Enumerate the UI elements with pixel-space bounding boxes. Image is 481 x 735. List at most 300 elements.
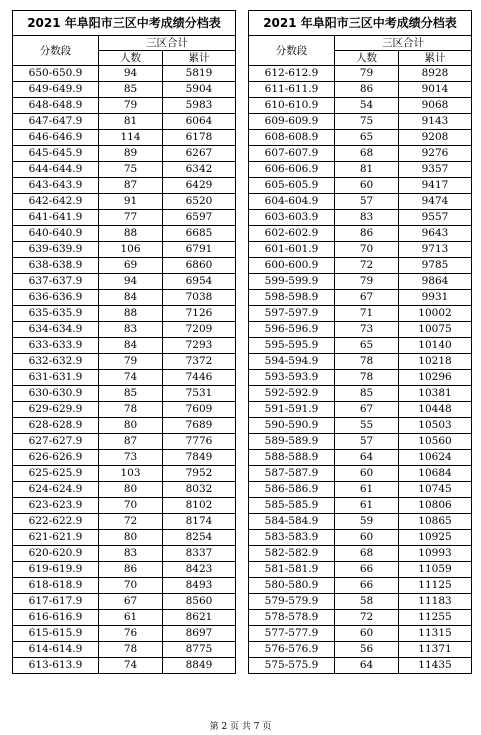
count-cell: 80 xyxy=(99,418,163,434)
cumulative-cell: 5819 xyxy=(163,66,236,82)
cumulative-cell: 6791 xyxy=(163,242,236,258)
table-row xyxy=(13,338,236,354)
count-cell: 79 xyxy=(335,274,399,290)
table-row xyxy=(249,66,472,82)
cumulative-cell: 9557 xyxy=(399,210,472,226)
score-range-cell: 645-645.9 xyxy=(13,146,99,162)
count-cell: 61 xyxy=(335,498,399,514)
score-range-cell: 647-647.9 xyxy=(13,114,99,130)
score-range-cell: 622-622.9 xyxy=(13,514,99,530)
count-cell: 87 xyxy=(99,178,163,194)
score-range-cell: 634-634.9 xyxy=(13,322,99,338)
table-row xyxy=(13,210,236,226)
count-cell: 72 xyxy=(99,514,163,530)
score-range-cell: 579-579.9 xyxy=(249,594,335,610)
score-range-cell: 588-588.9 xyxy=(249,450,335,466)
cumulative-cell: 8560 xyxy=(163,594,236,610)
table-row xyxy=(13,370,236,386)
score-range-header: 分数段 xyxy=(13,36,99,66)
count-cell: 57 xyxy=(335,434,399,450)
count-cell: 83 xyxy=(335,210,399,226)
score-range-cell: 584-584.9 xyxy=(249,514,335,530)
cumulative-cell: 9643 xyxy=(399,226,472,242)
count-cell: 85 xyxy=(99,82,163,98)
score-range-cell: 582-582.9 xyxy=(249,546,335,562)
table-row xyxy=(249,130,472,146)
cumulative-cell: 7952 xyxy=(163,466,236,482)
count-cell: 106 xyxy=(99,242,163,258)
score-range-cell: 590-590.9 xyxy=(249,418,335,434)
table-row xyxy=(13,322,236,338)
score-range-cell: 592-592.9 xyxy=(249,386,335,402)
count-cell: 78 xyxy=(99,402,163,418)
score-table-left xyxy=(12,10,236,674)
score-range-cell: 589-589.9 xyxy=(249,434,335,450)
score-range-cell: 641-641.9 xyxy=(13,210,99,226)
cumulative-cell: 10560 xyxy=(399,434,472,450)
score-range-cell: 595-595.9 xyxy=(249,338,335,354)
count-cell: 83 xyxy=(99,546,163,562)
table-row xyxy=(13,546,236,562)
cumulative-cell: 7293 xyxy=(163,338,236,354)
table-row xyxy=(13,66,236,82)
count-cell: 73 xyxy=(99,450,163,466)
cumulative-cell: 8337 xyxy=(163,546,236,562)
score-range-cell: 642-642.9 xyxy=(13,194,99,210)
count-cell: 74 xyxy=(99,370,163,386)
table-row xyxy=(249,386,472,402)
count-cell: 80 xyxy=(99,482,163,498)
cumulative-cell: 8174 xyxy=(163,514,236,530)
score-range-cell: 594-594.9 xyxy=(249,354,335,370)
count-cell: 81 xyxy=(99,114,163,130)
cumulative-cell: 10925 xyxy=(399,530,472,546)
cumulative-cell: 11315 xyxy=(399,626,472,642)
count-cell: 65 xyxy=(335,338,399,354)
cumulative-header: 累计 xyxy=(399,51,472,66)
count-cell: 86 xyxy=(99,562,163,578)
score-range-cell: 643-643.9 xyxy=(13,178,99,194)
cumulative-cell: 9068 xyxy=(399,98,472,114)
table-row xyxy=(249,114,472,130)
cumulative-cell: 9357 xyxy=(399,162,472,178)
score-range-cell: 617-617.9 xyxy=(13,594,99,610)
cumulative-cell: 9208 xyxy=(399,130,472,146)
cumulative-cell: 7609 xyxy=(163,402,236,418)
count-cell: 75 xyxy=(335,114,399,130)
count-cell: 67 xyxy=(99,594,163,610)
cumulative-cell: 11183 xyxy=(399,594,472,610)
count-cell: 85 xyxy=(99,386,163,402)
score-range-cell: 636-636.9 xyxy=(13,290,99,306)
score-range-cell: 650-650.9 xyxy=(13,66,99,82)
table-row xyxy=(13,658,236,674)
table-row xyxy=(249,482,472,498)
cumulative-cell: 9276 xyxy=(399,146,472,162)
table-row xyxy=(13,498,236,514)
table-row xyxy=(249,546,472,562)
count-cell: 67 xyxy=(335,290,399,306)
score-range-cell: 605-605.9 xyxy=(249,178,335,194)
table-row xyxy=(249,162,472,178)
cumulative-cell: 10865 xyxy=(399,514,472,530)
score-range-cell: 630-630.9 xyxy=(13,386,99,402)
count-cell: 86 xyxy=(335,226,399,242)
table-row xyxy=(13,418,236,434)
cumulative-cell: 10993 xyxy=(399,546,472,562)
count-cell: 114 xyxy=(99,130,163,146)
cumulative-cell: 11255 xyxy=(399,610,472,626)
count-cell: 78 xyxy=(335,370,399,386)
cumulative-cell: 10140 xyxy=(399,338,472,354)
cumulative-cell: 5904 xyxy=(163,82,236,98)
table-row xyxy=(249,354,472,370)
score-range-cell: 606-606.9 xyxy=(249,162,335,178)
score-range-cell: 598-598.9 xyxy=(249,290,335,306)
count-cell: 65 xyxy=(335,130,399,146)
score-table-right xyxy=(248,10,472,674)
count-cell: 70 xyxy=(335,242,399,258)
score-range-cell: 619-619.9 xyxy=(13,562,99,578)
score-range-cell: 610-610.9 xyxy=(249,98,335,114)
score-range-cell: 596-596.9 xyxy=(249,322,335,338)
count-cell: 58 xyxy=(335,594,399,610)
cumulative-cell: 9474 xyxy=(399,194,472,210)
count-cell: 83 xyxy=(99,322,163,338)
score-range-cell: 635-635.9 xyxy=(13,306,99,322)
cumulative-cell: 6267 xyxy=(163,146,236,162)
table-row xyxy=(13,178,236,194)
table-row xyxy=(13,290,236,306)
score-range-cell: 600-600.9 xyxy=(249,258,335,274)
cumulative-cell: 7372 xyxy=(163,354,236,370)
count-cell: 72 xyxy=(335,610,399,626)
cumulative-cell: 6429 xyxy=(163,178,236,194)
table-row xyxy=(249,594,472,610)
table-row xyxy=(13,82,236,98)
table-row xyxy=(249,466,472,482)
count-cell: 60 xyxy=(335,466,399,482)
cumulative-cell: 7531 xyxy=(163,386,236,402)
count-cell: 91 xyxy=(99,194,163,210)
cumulative-cell: 9417 xyxy=(399,178,472,194)
count-cell: 79 xyxy=(99,98,163,114)
count-cell: 79 xyxy=(335,66,399,82)
score-range-cell: 611-611.9 xyxy=(249,82,335,98)
table-row xyxy=(13,130,236,146)
count-header: 人数 xyxy=(335,51,399,66)
cumulative-cell: 6685 xyxy=(163,226,236,242)
score-range-cell: 587-587.9 xyxy=(249,466,335,482)
cumulative-cell: 7446 xyxy=(163,370,236,386)
score-range-cell: 637-637.9 xyxy=(13,274,99,290)
score-range-cell: 621-621.9 xyxy=(13,530,99,546)
cumulative-cell: 10002 xyxy=(399,306,472,322)
cumulative-cell: 10624 xyxy=(399,450,472,466)
score-range-cell: 625-625.9 xyxy=(13,466,99,482)
score-range-cell: 580-580.9 xyxy=(249,578,335,594)
score-range-cell: 646-646.9 xyxy=(13,130,99,146)
table-row xyxy=(249,322,472,338)
count-cell: 87 xyxy=(99,434,163,450)
cumulative-cell: 7776 xyxy=(163,434,236,450)
cumulative-cell: 8621 xyxy=(163,610,236,626)
score-range-cell: 620-620.9 xyxy=(13,546,99,562)
score-range-cell: 633-633.9 xyxy=(13,338,99,354)
cumulative-cell: 11371 xyxy=(399,642,472,658)
table-row xyxy=(249,82,472,98)
table-row xyxy=(249,242,472,258)
score-range-cell: 581-581.9 xyxy=(249,562,335,578)
score-range-cell: 585-585.9 xyxy=(249,498,335,514)
score-range-cell: 607-607.9 xyxy=(249,146,335,162)
count-cell: 60 xyxy=(335,178,399,194)
table-row xyxy=(13,626,236,642)
score-range-cell: 644-644.9 xyxy=(13,162,99,178)
score-range-cell: 640-640.9 xyxy=(13,226,99,242)
score-range-cell: 602-602.9 xyxy=(249,226,335,242)
table-row xyxy=(13,274,236,290)
score-range-cell: 576-576.9 xyxy=(249,642,335,658)
table-row xyxy=(249,498,472,514)
cumulative-cell: 11059 xyxy=(399,562,472,578)
score-range-cell: 623-623.9 xyxy=(13,498,99,514)
table-row xyxy=(249,226,472,242)
count-cell: 59 xyxy=(335,514,399,530)
table-row xyxy=(13,226,236,242)
cumulative-cell: 9785 xyxy=(399,258,472,274)
table-row xyxy=(249,178,472,194)
cumulative-cell: 10745 xyxy=(399,482,472,498)
count-cell: 85 xyxy=(335,386,399,402)
count-cell: 80 xyxy=(99,530,163,546)
score-range-cell: 639-639.9 xyxy=(13,242,99,258)
table-row xyxy=(249,402,472,418)
score-range-cell: 626-626.9 xyxy=(13,450,99,466)
count-cell: 71 xyxy=(335,306,399,322)
table-row xyxy=(13,194,236,210)
cumulative-cell: 10296 xyxy=(399,370,472,386)
count-cell: 84 xyxy=(99,290,163,306)
table-row xyxy=(249,370,472,386)
table-row xyxy=(249,290,472,306)
count-cell: 68 xyxy=(335,146,399,162)
count-cell: 61 xyxy=(99,610,163,626)
score-range-cell: 629-629.9 xyxy=(13,402,99,418)
count-cell: 55 xyxy=(335,418,399,434)
table-row xyxy=(13,642,236,658)
cumulative-cell: 7126 xyxy=(163,306,236,322)
score-range-cell: 628-628.9 xyxy=(13,418,99,434)
count-cell: 74 xyxy=(99,658,163,674)
table-row xyxy=(249,578,472,594)
score-range-cell: 614-614.9 xyxy=(13,642,99,658)
table-row xyxy=(249,98,472,114)
score-range-cell: 631-631.9 xyxy=(13,370,99,386)
table-row xyxy=(13,434,236,450)
count-cell: 64 xyxy=(335,450,399,466)
score-range-cell: 599-599.9 xyxy=(249,274,335,290)
cumulative-cell: 9014 xyxy=(399,82,472,98)
cumulative-cell: 8423 xyxy=(163,562,236,578)
score-range-cell: 597-597.9 xyxy=(249,306,335,322)
count-cell: 94 xyxy=(99,274,163,290)
table-row xyxy=(249,450,472,466)
table-row xyxy=(13,258,236,274)
cumulative-cell: 9931 xyxy=(399,290,472,306)
cumulative-cell: 10075 xyxy=(399,322,472,338)
cumulative-cell: 10381 xyxy=(399,386,472,402)
table-row xyxy=(13,514,236,530)
table-row xyxy=(249,514,472,530)
count-cell: 57 xyxy=(335,194,399,210)
score-range-cell: 618-618.9 xyxy=(13,578,99,594)
count-cell: 94 xyxy=(99,66,163,82)
score-range-cell: 608-608.9 xyxy=(249,130,335,146)
cumulative-cell: 8775 xyxy=(163,642,236,658)
count-cell: 68 xyxy=(335,546,399,562)
score-range-cell: 627-627.9 xyxy=(13,434,99,450)
count-cell: 70 xyxy=(99,578,163,594)
table-row xyxy=(13,450,236,466)
score-range-cell: 609-609.9 xyxy=(249,114,335,130)
table-row xyxy=(13,530,236,546)
count-cell: 67 xyxy=(335,402,399,418)
count-cell: 78 xyxy=(99,642,163,658)
cumulative-cell: 6954 xyxy=(163,274,236,290)
cumulative-cell: 10448 xyxy=(399,402,472,418)
cumulative-cell: 10218 xyxy=(399,354,472,370)
table-row xyxy=(13,146,236,162)
cumulative-header: 累计 xyxy=(163,51,236,66)
table-row xyxy=(13,482,236,498)
cumulative-cell: 11435 xyxy=(399,658,472,674)
count-cell: 79 xyxy=(99,354,163,370)
count-cell: 66 xyxy=(335,578,399,594)
cumulative-cell: 6064 xyxy=(163,114,236,130)
score-range-cell: 604-604.9 xyxy=(249,194,335,210)
table-row xyxy=(249,210,472,226)
cumulative-cell: 10503 xyxy=(399,418,472,434)
cumulative-cell: 7849 xyxy=(163,450,236,466)
count-cell: 73 xyxy=(335,322,399,338)
table-row xyxy=(13,306,236,322)
count-cell: 72 xyxy=(335,258,399,274)
table-row xyxy=(13,114,236,130)
table-row xyxy=(249,146,472,162)
score-range-cell: 638-638.9 xyxy=(13,258,99,274)
cumulative-cell: 6342 xyxy=(163,162,236,178)
cumulative-cell: 6178 xyxy=(163,130,236,146)
table-row xyxy=(13,578,236,594)
count-cell: 60 xyxy=(335,626,399,642)
count-header: 人数 xyxy=(99,51,163,66)
count-cell: 66 xyxy=(335,562,399,578)
score-range-cell: 586-586.9 xyxy=(249,482,335,498)
count-cell: 84 xyxy=(99,338,163,354)
table-row xyxy=(249,658,472,674)
table-row xyxy=(13,562,236,578)
cumulative-cell: 6860 xyxy=(163,258,236,274)
count-cell: 103 xyxy=(99,466,163,482)
cumulative-cell: 9143 xyxy=(399,114,472,130)
table-row xyxy=(13,354,236,370)
page-footer: 第 2 页 共 7 页 xyxy=(209,722,272,732)
score-range-cell: 593-593.9 xyxy=(249,370,335,386)
table-title: 2021 年阜阳市三区中考成绩分档表 xyxy=(13,11,236,36)
group-header: 三区合计 xyxy=(99,36,236,51)
count-cell: 76 xyxy=(99,626,163,642)
count-cell: 78 xyxy=(335,354,399,370)
table-row xyxy=(249,258,472,274)
score-range-cell: 591-591.9 xyxy=(249,402,335,418)
score-range-cell: 648-648.9 xyxy=(13,98,99,114)
score-range-cell: 613-613.9 xyxy=(13,658,99,674)
score-range-cell: 601-601.9 xyxy=(249,242,335,258)
score-range-cell: 575-575.9 xyxy=(249,658,335,674)
score-range-cell: 577-577.9 xyxy=(249,626,335,642)
table-row xyxy=(13,98,236,114)
group-header: 三区合计 xyxy=(335,36,472,51)
cumulative-cell: 9864 xyxy=(399,274,472,290)
score-range-cell: 624-624.9 xyxy=(13,482,99,498)
count-cell: 69 xyxy=(99,258,163,274)
table-row xyxy=(249,418,472,434)
count-cell: 77 xyxy=(99,210,163,226)
table-row xyxy=(13,162,236,178)
cumulative-cell: 9713 xyxy=(399,242,472,258)
score-range-cell: 615-615.9 xyxy=(13,626,99,642)
count-cell: 89 xyxy=(99,146,163,162)
table-row xyxy=(249,562,472,578)
cumulative-cell: 6520 xyxy=(163,194,236,210)
count-cell: 88 xyxy=(99,226,163,242)
score-range-cell: 583-583.9 xyxy=(249,530,335,546)
cumulative-cell: 10684 xyxy=(399,466,472,482)
table-row xyxy=(249,642,472,658)
table-row xyxy=(13,242,236,258)
score-range-header: 分数段 xyxy=(249,36,335,66)
count-cell: 70 xyxy=(99,498,163,514)
count-cell: 81 xyxy=(335,162,399,178)
count-cell: 64 xyxy=(335,658,399,674)
cumulative-cell: 6597 xyxy=(163,210,236,226)
table-row xyxy=(249,274,472,290)
cumulative-cell: 8697 xyxy=(163,626,236,642)
count-cell: 56 xyxy=(335,642,399,658)
count-cell: 61 xyxy=(335,482,399,498)
table-row xyxy=(13,466,236,482)
score-range-cell: 603-603.9 xyxy=(249,210,335,226)
score-range-cell: 632-632.9 xyxy=(13,354,99,370)
table-row xyxy=(13,594,236,610)
cumulative-cell: 10806 xyxy=(399,498,472,514)
table-row xyxy=(13,386,236,402)
score-range-cell: 616-616.9 xyxy=(13,610,99,626)
table-row xyxy=(249,338,472,354)
table-row xyxy=(249,434,472,450)
count-cell: 54 xyxy=(335,98,399,114)
table-row xyxy=(13,402,236,418)
cumulative-cell: 11125 xyxy=(399,578,472,594)
cumulative-cell: 8254 xyxy=(163,530,236,546)
cumulative-cell: 5983 xyxy=(163,98,236,114)
table-title: 2021 年阜阳市三区中考成绩分档表 xyxy=(249,11,472,36)
cumulative-cell: 7038 xyxy=(163,290,236,306)
table-row xyxy=(249,194,472,210)
table-row xyxy=(249,610,472,626)
cumulative-cell: 8928 xyxy=(399,66,472,82)
